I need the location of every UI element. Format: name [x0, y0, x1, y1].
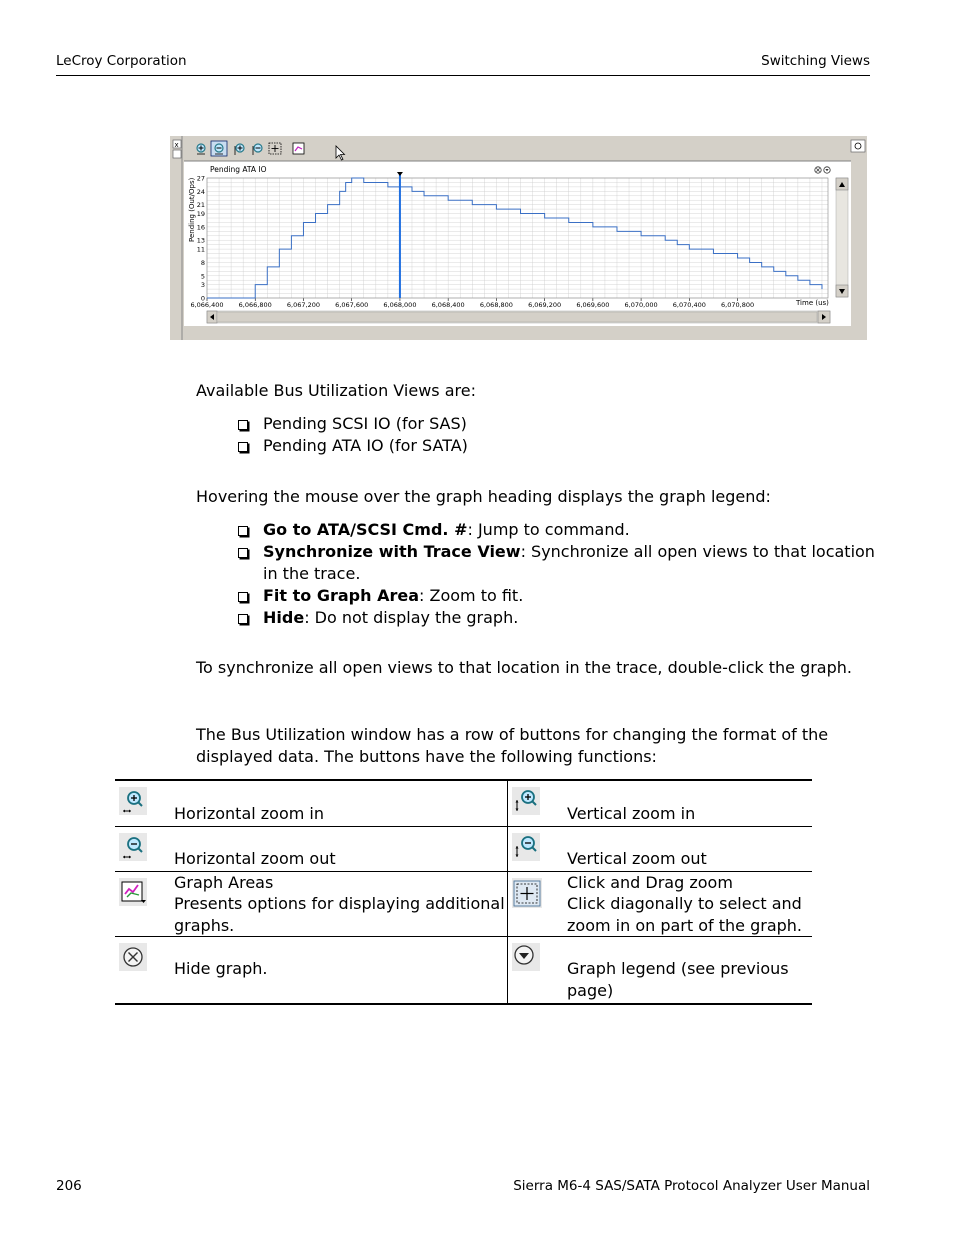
- vertical-scrollbar[interactable]: [836, 178, 848, 297]
- graph-areas-desc: [174, 871, 508, 937]
- x-tick-label: 6,070,000: [624, 301, 658, 309]
- y-tick-label: 5: [200, 272, 205, 281]
- restore-icon[interactable]: [173, 150, 181, 158]
- buttons-intro: The Bus Utilization window has a row of buttons for changing the format of the displayed data. The buttons have the following functions:: [196, 725, 829, 766]
- x-tick-label: 6,070,800: [721, 301, 755, 309]
- table-row: [115, 780, 812, 826]
- toolbar-zoom-in-horizontal-icon[interactable]: [197, 144, 205, 154]
- click-drag-zoom-text: Click diagonally to select and zoom in on part of the graph.: [567, 894, 803, 935]
- x-tick-label: 6,066,800: [238, 301, 272, 309]
- graph-legend-icon[interactable]: [824, 167, 830, 173]
- hide-graph-icon: [119, 943, 147, 971]
- click-drag-zoom-title: Click and Drag zoom: [567, 872, 733, 892]
- list-item: Fit to Graph Area: Zoom to fit.: [236, 585, 876, 607]
- toolbar-click-drag-zoom-icon[interactable]: [269, 143, 281, 154]
- checkbox-bullet-icon: [238, 442, 248, 452]
- window-options-icon[interactable]: [851, 140, 865, 152]
- bus-utilization-screenshot: [170, 136, 867, 340]
- table-row: [115, 937, 812, 1004]
- legend-list: [236, 519, 876, 629]
- y-tick-label: 8: [200, 258, 205, 267]
- list-item: Pending SCSI IO (for SAS): [236, 413, 876, 435]
- zoom-in-horizontal-icon: [119, 787, 147, 815]
- svg-text:x: x: [174, 141, 179, 149]
- hide-graph-desc: Hide graph.: [174, 937, 508, 1004]
- y-tick-label: 19: [196, 210, 205, 219]
- y-tick-label: 27: [196, 174, 205, 183]
- graph-legend-desc: Graph legend (see previous page): [567, 959, 789, 1000]
- mouse-pointer-icon: [336, 146, 345, 160]
- y-tick-label: 13: [196, 236, 205, 245]
- graph-hide-icon[interactable]: [815, 167, 821, 173]
- zoom-out-vertical-icon: [512, 833, 540, 861]
- y-axis-label: Pending (Out/Ops): [188, 177, 196, 242]
- running-header-right: Switching Views: [761, 53, 870, 69]
- list-item: Hide: Do not display the graph.: [236, 607, 876, 629]
- y-tick-label: 21: [196, 201, 205, 210]
- click-drag-zoom-desc: [567, 871, 812, 937]
- click-drag-zoom-icon: [512, 878, 542, 908]
- y-tick-label: 16: [196, 223, 205, 232]
- scroll-thumb[interactable]: [217, 312, 817, 322]
- y-tick-label: 24: [196, 187, 205, 196]
- toolbar-zoom-out-vertical-icon[interactable]: [253, 144, 262, 155]
- views-list: [236, 413, 876, 457]
- horizontal-zoom-out-desc: Horizontal zoom out: [174, 826, 508, 871]
- x-tick-label: 6,066,400: [190, 301, 224, 309]
- list-item: Pending ATA IO (for SATA): [236, 435, 876, 457]
- checkbox-bullet-icon: [238, 420, 248, 430]
- x-tick-label: 6,069,600: [576, 301, 610, 309]
- horizontal-zoom-in-desc: Horizontal zoom in: [174, 780, 508, 826]
- checkbox-bullet-icon: [238, 548, 248, 558]
- x-tick-label: 6,068,800: [479, 301, 513, 309]
- graph-areas-text: Presents options for displaying additional graphs.: [174, 894, 505, 935]
- x-tick-label: 6,069,200: [528, 301, 562, 309]
- x-axis-label: Time (us): [796, 299, 829, 307]
- vertical-zoom-in-desc: Vertical zoom in: [567, 804, 696, 823]
- running-header-left: LeCroy Corporation: [56, 53, 187, 69]
- toolbar-zoom-in-vertical-icon[interactable]: [235, 144, 244, 155]
- table-row: [115, 871, 812, 937]
- checkbox-bullet-icon: [238, 614, 248, 624]
- toolbar-graph-areas-icon[interactable]: [293, 143, 304, 154]
- x-tick-label: 6,068,000: [383, 301, 417, 309]
- bus-utilization-window: [170, 136, 867, 340]
- y-tick-label: 0: [200, 294, 205, 303]
- header-rule: [56, 75, 870, 76]
- x-tick-label: 6,067,200: [286, 301, 321, 309]
- graph-areas-title: Graph Areas: [174, 872, 274, 892]
- list-item: Synchronize with Trace View: Synchronize all open views to that location in the trace.: [236, 541, 876, 585]
- hover-intro: Hovering the mouse over the graph heading displays the graph legend:: [196, 487, 771, 506]
- running-footer-title: Sierra M6-4 SAS/SATA Protocol Analyzer User Manual: [513, 1178, 870, 1194]
- vertical-zoom-out-desc: Vertical zoom out: [567, 848, 707, 868]
- zoom-out-horizontal-icon: [119, 833, 147, 861]
- y-tick-label: 3: [200, 281, 205, 290]
- x-tick-label: 6,068,400: [431, 301, 465, 309]
- x-tick-label: 6,067,600: [335, 301, 369, 309]
- graph-legend-icon: [512, 943, 540, 971]
- y-tick-label: 11: [196, 245, 205, 254]
- toolbar-buttons-table: [115, 779, 812, 1005]
- x-tick-label: 6,070,400: [672, 301, 706, 309]
- page-number: 206: [56, 1178, 82, 1194]
- checkbox-bullet-icon: [238, 592, 248, 602]
- sync-paragraph: To synchronize all open views to that location in the trace, double-click the graph.: [196, 658, 852, 677]
- zoom-in-vertical-icon: [512, 787, 540, 815]
- views-intro: Available Bus Utilization Views are:: [196, 381, 476, 400]
- list-item: Go to ATA/SCSI Cmd. #: Jump to command.: [236, 519, 876, 541]
- graph-title[interactable]: Pending ATA IO: [210, 165, 267, 174]
- checkbox-bullet-icon: [238, 526, 248, 536]
- table-row: [115, 826, 812, 871]
- graph-areas-icon: [119, 878, 147, 906]
- graph-toolbar: [197, 141, 345, 160]
